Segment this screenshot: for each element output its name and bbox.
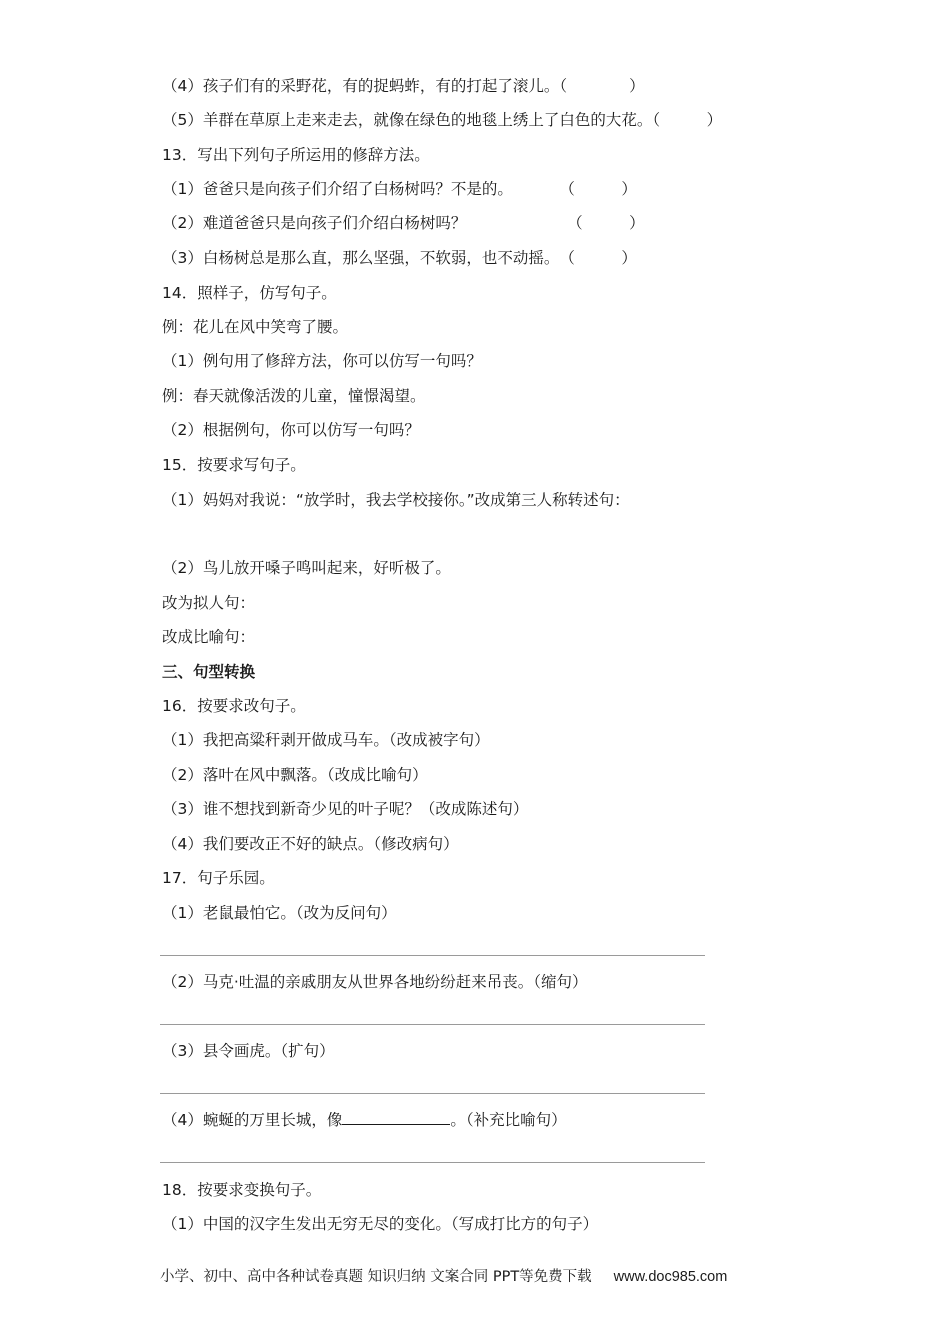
section-heading-3: 三、句型转换 <box>162 663 256 681</box>
question-16-3: （3）谁不想找到新奇少见的叶子呢？（改成陈述句） <box>162 800 529 818</box>
question-17-4-prefix: （4）蜿蜒的万里长城，像 <box>162 1111 343 1129</box>
question-13-1: （1）爸爸只是向孩子们介绍了白杨树吗？不是的。 （ ） <box>162 180 637 198</box>
question-15-1: （1）妈妈对我说：“放学时，我去学校接你。”改成第三人称转述句： <box>162 491 630 509</box>
footer-text: 小学、初中、高中各种试卷真题 知识归纳 文案合同 PPT等免费下载 <box>160 1269 592 1285</box>
answer-line <box>160 1093 705 1094</box>
answer-line <box>160 1024 705 1025</box>
answer-line <box>160 1162 705 1163</box>
question-17-3: （3）县令画虎。（扩句） <box>162 1042 335 1060</box>
question-16-heading: 16．按要求改句子。 <box>162 697 306 715</box>
question-14-2: （2）根据例句，你可以仿写一句吗？ <box>162 421 420 439</box>
question-18-1: （1）中国的汉字生发出无穷无尽的变化。（写成打比方的句子） <box>162 1215 599 1233</box>
page-footer <box>160 1267 727 1287</box>
example-2: 例：春天就像活泼的儿童，憧憬渴望。 <box>162 387 426 405</box>
question-14-heading: 14．照样子，仿写句子。 <box>162 284 337 302</box>
question-17-4 <box>162 1110 567 1130</box>
footer-site-link[interactable]: www.doc985.com <box>613 1269 728 1285</box>
question-17-heading: 17．句子乐园。 <box>162 869 275 887</box>
question-13-2: （2）难道爸爸只是向孩子们介绍白杨树吗？ （ ） <box>162 214 645 232</box>
question-16-2: （2）落叶在风中飘落。（改成比喻句） <box>162 766 428 784</box>
fill-in-blank[interactable] <box>342 1110 450 1125</box>
question-18-heading: 18．按要求变换句子。 <box>162 1181 322 1199</box>
question-16-4: （4）我们要改正不好的缺点。（修改病句） <box>162 835 459 853</box>
question-16-1: （1）我把高粱秆剥开做成马车。（改成被字句） <box>162 731 490 749</box>
answer-line <box>160 955 705 956</box>
question-17-1: （1）老鼠最怕它。（改为反问句） <box>162 904 397 922</box>
answer-label-metaphor: 改成比喻句： <box>162 628 256 646</box>
question-14-1: （1）例句用了修辞方法，你可以仿写一句吗？ <box>162 352 482 370</box>
question-13-3: （3）白杨树总是那么直，那么坚强，不软弱，也不动摇。 （ ） <box>162 249 637 267</box>
question-13-heading: 13．写出下列句子所运用的修辞方法。 <box>162 146 430 164</box>
answer-label-personification: 改为拟人句： <box>162 594 256 612</box>
question-12-4: （4）孩子们有的采野花，有的捉蚂蚱，有的打起了滚儿。（ ） <box>162 77 645 95</box>
question-17-2: （2）马克·吐温的亲戚朋友从世界各地纷纷赶来吊丧。（缩句） <box>162 973 588 991</box>
question-12-5: （5）羊群在草原上走来走去，就像在绿色的地毯上绣上了白色的大花。（ ） <box>162 111 723 129</box>
question-15-heading: 15．按要求写句子。 <box>162 456 306 474</box>
question-15-2: （2）鸟儿放开嗓子鸣叫起来，好听极了。 <box>162 559 451 577</box>
question-17-4-suffix: 。（补充比喻句） <box>450 1111 567 1129</box>
example-1: 例：花儿在风中笑弯了腰。 <box>162 318 349 336</box>
